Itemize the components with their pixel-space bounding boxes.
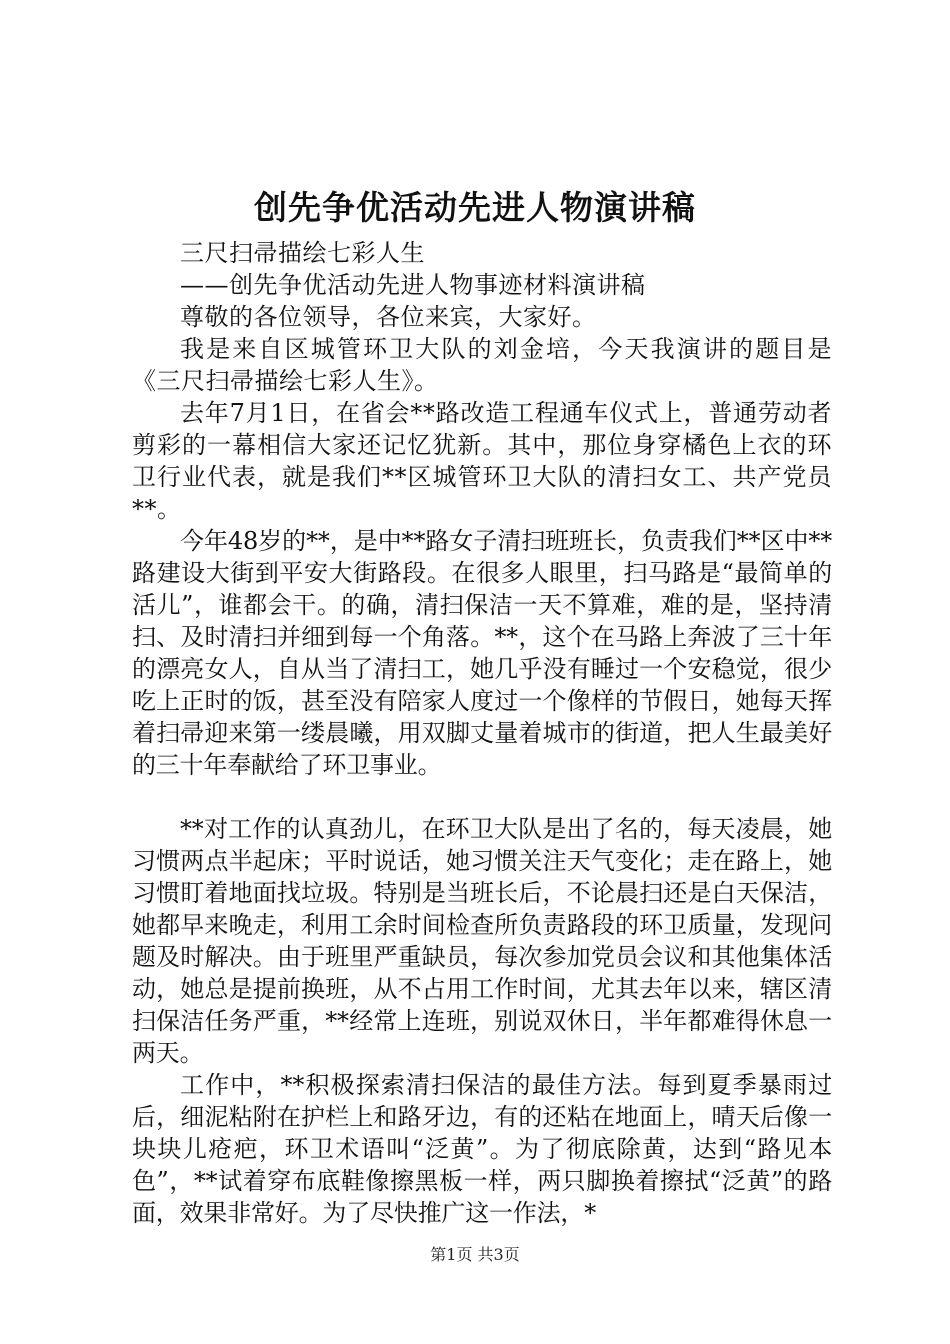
subheading-paragraph: ——创先争优活动先进人物事迹材料演讲稿 xyxy=(180,271,646,299)
page-number-footer: 第1页 共3页 xyxy=(430,1245,520,1264)
document-body xyxy=(132,237,832,1229)
body-paragraph: 今年48岁的**，是中**路女子清扫班班长，负责我们**区中**路建设大街到平安大街路段。在很多人眼里，扫马路是“最简单的活儿”，谁都会干。的确，清扫保洁一天不算难，难的是，坚持清扫、及时清扫并细到每一个角落。**，这个在马路上奔波了三十年的漂亮女人，自从当了清扫工，她几乎没有睡过一个安稳觉，很少吃上正时的饭，甚至没有陪家人度过一个像样的节假日，她每天挥着扫帚迎来第一缕晨曦，用双脚丈量着城市的街道，把人生最美好的三十年奉献给了环卫事业。 xyxy=(132,527,832,779)
body-paragraph: **对工作的认真劲儿，在环卫大队是出了名的，每天凌晨，她习惯两点半起床；平时说话，她习惯关注天气变化；走在路上，她习惯盯着地面找垃圾。特别是当班长后，不论晨扫还是白天保洁，她都早来晚走，利用工余时间检查所负责路段的环卫质量，发现问题及时解决。由于班里严重缺员，每次参加党员会议和其他集体活动，她总是提前换班，从不占用工作时间，尤其去年以来，辖区清扫保洁任务严重，**经常上连班，别说双休日，半年都难得休息一两天。 xyxy=(132,815,832,1067)
body-paragraph: 工作中，**积极探索清扫保洁的最佳方法。每到夏季暴雨过后，细泥粘附在护栏上和路牙边，有的还粘在地面上，晴天后像一块块儿疮疤，环卫术语叫“泛黄”。为了彻底除黄，达到“路见本色”，**试着穿布底鞋像擦黑板一样，两只脚换着擦拭“泛黄”的路面，效果非常好。为了尽快推广这一作法，* xyxy=(132,1071,832,1227)
intro-paragraph: 我是来自区城管环卫大队的刘金培，今天我演讲的题目是《三尺扫帚描绘七彩人生》。 xyxy=(132,335,832,395)
document-title: 创先争优活动先进人物演讲稿 xyxy=(254,188,696,227)
body-paragraph: 去年7月1日，在省会**路改造工程通车仪式上，普通劳动者剪彩的一幕相信大家还记忆犹新。其中，那位身穿橘色上衣的环卫行业代表，就是我们**区城管环卫大队的清扫女工、共产党员**。 xyxy=(132,399,832,523)
greeting-paragraph: 尊敬的各位领导，各位来宾，大家好。 xyxy=(180,303,597,331)
subtitle-paragraph: 三尺扫帚描绘七彩人生 xyxy=(180,239,425,267)
